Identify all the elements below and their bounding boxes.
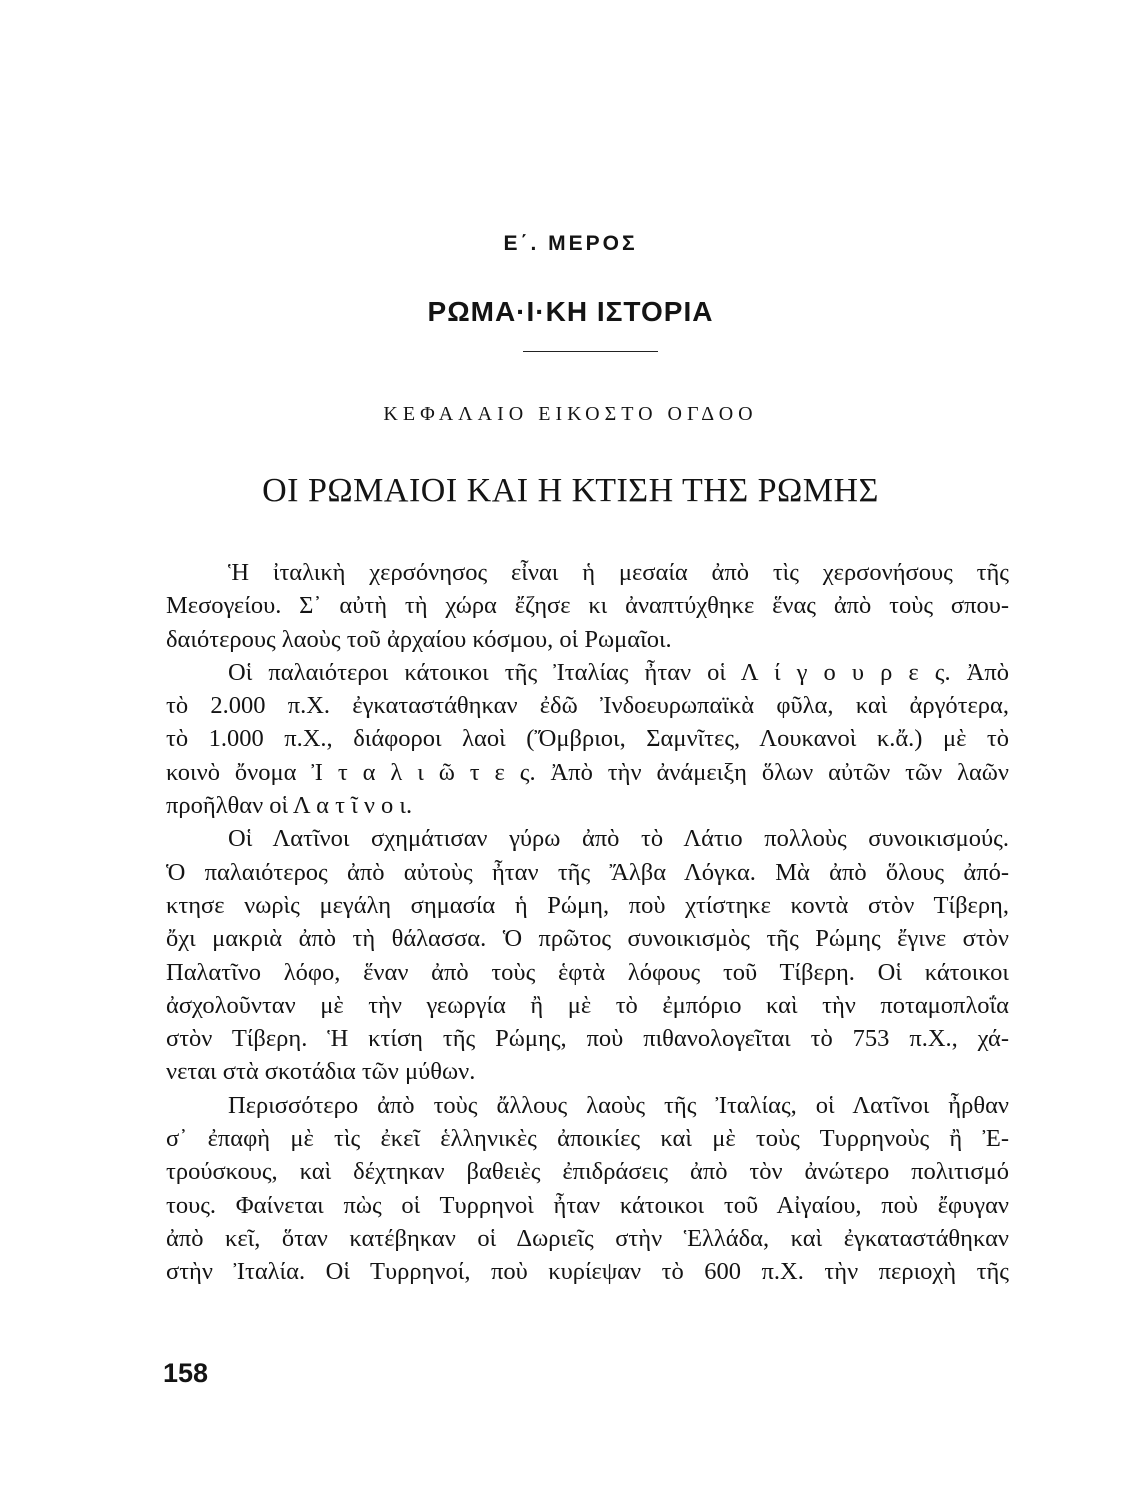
text-line: Περισσότερο ἀπὸ τοὺς ἄλλους λαοὺς τῆς Ἰταλίας, οἱ Λατῖνοι ἦρθαν (228, 1091, 1009, 1119)
text-line: στὴν Ἰταλία. Οἱ Τυρρηνοί, ποὺ κυρίεψαν τὸ 600 π.Χ. τὴν περιοχὴ τῆς (166, 1258, 1009, 1286)
text-line: ὄχι μακριὰ ἀπὸ τὴ θάλασσα. Ὁ πρῶτος συνοικισμὸς τῆς Ρώμης ἔγινε στὸν (166, 925, 1009, 953)
part-heading: Ε΄. ΜΕΡΟΣ (503, 232, 638, 255)
text-line: Παλατῖνο λόφο, ἕναν ἀπὸ τοὺς ἑφτὰ λόφους τοῦ Τίβερη. Οἱ κάτοικοι (166, 958, 1009, 986)
body-text (166, 556, 1009, 1289)
text-line: ἀσχολοῦνταν μὲ τὴν γεωργία ἢ μὲ τὸ ἐμπόριο καὶ τὴν ποταμοπλοΐα (166, 991, 1009, 1019)
chapter-title: ΟΙ ΡΩΜΑΙΟΙ ΚΑΙ Η ΚΤΙΣΗ ΤΗΣ ΡΩΜΗΣ (262, 472, 879, 509)
text-line: νεται στὰ σκοτάδια τῶν μύθων. (166, 1058, 476, 1086)
text-line: ἀπὸ κεῖ, ὅταν κατέβηκαν οἱ Δωριεῖς στὴν Ἑλλάδα, καὶ ἐγκαταστάθηκαν (166, 1224, 1009, 1252)
text-line: Μεσογείου. Σ᾽ αὐτὴ τὴ χώρα ἔζησε κι ἀναπτύχθηκε ἕνας ἀπὸ τοὺς σπου- (166, 592, 1009, 620)
title-divider (523, 351, 658, 352)
text-line: τρούσκους, καὶ δέχτηκαν βαθειὲς ἐπιδράσεις ἀπὸ τὸν ἀνώτερο πολιτισμό (166, 1158, 1009, 1186)
text-line: δαιότερους λαοὺς τοῦ ἀρχαίου κόσμου, οἱ Ρωμαῖοι. (166, 625, 672, 653)
part-title: ΡΩΜΑ·Ι·ΚΗ ΙΣΤΟΡΙΑ (427, 296, 714, 327)
text-line: κοινὸ ὄνομα Ἰ τ α λ ι ῶ τ ε ς. Ἀπὸ τὴν ἀνάμειξη ὅλων αὐτῶν τῶν λαῶν (166, 758, 1009, 786)
text-line: προῆλθαν οἱ Λ α τ ῖ ν ο ι. (166, 792, 413, 820)
page-number: 158 (163, 1358, 209, 1388)
text-line: σ᾽ ἐπαφὴ μὲ τὶς ἐκεῖ ἑλληνικὲς ἀποικίες καὶ μὲ τοὺς Τυρρηνοὺς ἢ Ἐ- (166, 1125, 1009, 1153)
text-line: Ὁ παλαιότερος ἀπὸ αὐτοὺς ἦταν τῆς Ἄλβα Λόγκα. Μὰ ἀπὸ ὅλους ἀπό- (166, 858, 1009, 886)
text-line: τους. Φαίνεται πὼς οἱ Τυρρηνοὶ ἦταν κάτοικοι τοῦ Αἰγαίου, ποὺ ἔφυγαν (166, 1191, 1009, 1219)
text-line: Οἱ Λατῖνοι σχημάτισαν γύρω ἀπὸ τὸ Λάτιο πολλοὺς συνοικισμούς. (228, 825, 1009, 853)
text-line: τὸ 1.000 π.Χ., διάφοροι λαοὶ (Ὄμβριοι, Σαμνῖτες, Λουκανοὶ κ.ἄ.) μὲ τὸ (166, 725, 1009, 753)
text-line: Οἱ παλαιότεροι κάτοικοι τῆς Ἰταλίας ἦταν οἱ Λ ί γ ο υ ρ ε ς. Ἀπὸ (228, 658, 1009, 686)
chapter-label: ΚΕΦΑΛΑΙΟ ΕΙΚΟΣΤΟ ΟΓΔΟΟ (383, 403, 758, 425)
text-line: Ἡ ἰταλικὴ χερσόνησος εἶναι ἡ μεσαία ἀπὸ τὶς χερσονήσους τῆς (228, 559, 1009, 586)
text-line: τὸ 2.000 π.Χ. ἐγκαταστάθηκαν ἐδῶ Ἰνδοευρωπαϊκὰ φῦλα, καὶ ἀργότερα, (166, 692, 1009, 720)
text-line: κτησε νωρὶς μεγάλη σημασία ἡ Ρώμη, ποὺ χτίστηκε κοντὰ στὸν Τίβερη, (166, 891, 1009, 919)
text-line: στὸν Τίβερη. Ἡ κτίση τῆς Ρώμης, ποὺ πιθανολογεῖται τὸ 753 π.Χ., χά- (166, 1025, 1009, 1053)
